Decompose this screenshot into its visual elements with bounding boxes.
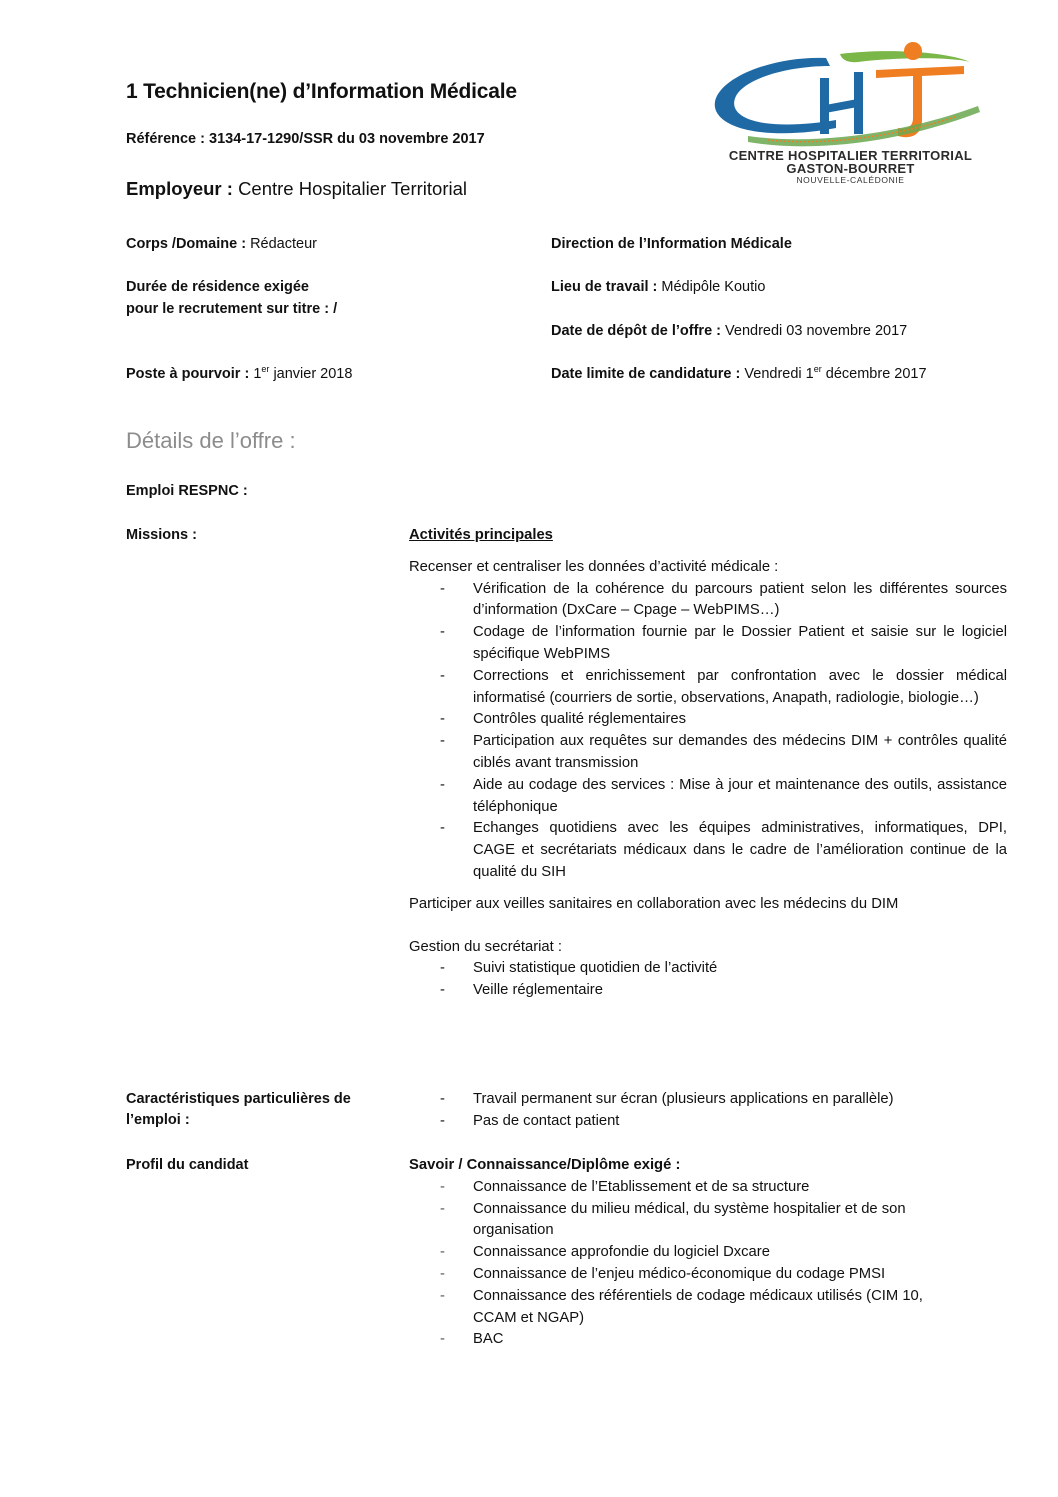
list-item <box>409 579 1007 623</box>
date-limite <box>551 363 927 385</box>
dash-mark: - <box>440 982 445 999</box>
list-item <box>409 709 1007 731</box>
dash-mark: - <box>440 711 445 728</box>
list-item-text: Vérification de la cohérence du parcours patient selon les différentes sources d’information (DxCare – Cpage – WebPIMS…) <box>473 580 1007 619</box>
employer <box>126 178 467 200</box>
list-item <box>409 666 1007 710</box>
page-title: 1 Technicien(ne) d’Information Médicale <box>126 80 517 103</box>
list-item-text: Connaissance de l’enjeu médico-économique du codage PMSI <box>473 1265 886 1282</box>
list-item <box>409 775 1007 819</box>
list-item <box>409 818 1007 883</box>
direction: Direction de l’Information Médicale <box>551 236 792 252</box>
list-item-text: Contrôles qualité réglementaires <box>473 711 687 728</box>
duree-line2: pour le recrutement sur titre : / <box>126 301 338 317</box>
gestion-intro: Gestion du secrétariat : <box>409 938 562 955</box>
list-item-text: Connaissance du milieu médical, du système hospitalier et de son organisation <box>473 1200 906 1239</box>
missions-heading: Activités principales <box>409 527 553 543</box>
list-item-text: Connaissance des référentiels de codage médicaux utilisés (CIM 10, CCAM et NGAP) <box>473 1287 923 1326</box>
list-item <box>409 1089 1007 1111</box>
list-item <box>409 980 1007 1002</box>
list-item-text: Connaissance de l’Etablissement et de sa structure <box>473 1178 810 1195</box>
dash-mark: - <box>440 1265 445 1282</box>
dash-mark: - <box>440 1200 445 1217</box>
dash-mark: - <box>440 733 445 750</box>
dash-mark: - <box>440 820 445 837</box>
employer-value: Centre Hospitalier Territorial <box>238 178 467 199</box>
list-item-text: Travail permanent sur écran (plusieurs applications en parallèle) <box>473 1091 894 1107</box>
dash-mark: - <box>440 667 445 684</box>
list-item-text: Echanges quotidiens avec les équipes administratives, informatiques, DPI, CAGE et secrétariats médicaux dans le cadre de l’amélioration continue de la qualité du SIH <box>473 820 1007 880</box>
lieu-label: Lieu de travail : <box>551 279 658 295</box>
date-depot <box>551 320 907 342</box>
corps-value: Rédacteur <box>250 236 317 252</box>
list-item-text: Connaissance approfondie du logiciel Dxcare <box>473 1244 770 1261</box>
dash-mark: - <box>440 624 445 641</box>
dash-mark: - <box>440 1244 445 1261</box>
list-item <box>409 731 1007 775</box>
depot-value: Vendredi 03 novembre 2017 <box>725 323 908 339</box>
emploi-respnc: Emploi RESPNC : <box>126 483 248 499</box>
lieu-value: Médipôle Koutio <box>661 279 766 295</box>
profil-list <box>409 1177 1007 1351</box>
list-item <box>409 1286 967 1330</box>
caracteristiques-label-line2: l’emploi : <box>126 1112 190 1128</box>
list-item-text: Corrections et enrichissement par confrontation avec le dossier médical informatisé (courriers de sortie, observations, Anapath, radiologie, biologie…) <box>473 667 1007 706</box>
lieu-travail <box>551 276 765 298</box>
profil-heading: Savoir / Connaissance/Diplôme exigé : <box>409 1157 681 1173</box>
caracteristiques-label <box>126 1089 351 1131</box>
list-item-text: BAC <box>473 1331 504 1348</box>
veilles-text: Participer aux veilles sanitaires en collaboration avec les médecins du DIM <box>409 895 899 912</box>
list-item <box>409 1329 967 1351</box>
poste-label: Poste à pourvoir : <box>126 366 250 382</box>
list-item-text: Suivi statistique quotidien de l’activité <box>473 960 718 977</box>
profil-content <box>409 1155 1007 1351</box>
limite-label: Date limite de candidature : <box>551 366 741 382</box>
limite-sup: er <box>813 364 822 375</box>
list-item-text: Codage de l’information fournie par le Dossier Patient et saisie sur le logiciel spécifique WebPIMS <box>473 624 1007 662</box>
list-item-text: Participation aux requêtes sur demandes des médecins DIM + contrôles qualité ciblés avant transmission <box>473 733 1007 771</box>
dash-mark: - <box>440 1112 445 1129</box>
employer-label: Employeur : <box>126 178 233 199</box>
limite-prefix: Vendredi 1 <box>744 366 814 382</box>
list-item <box>409 622 1007 666</box>
list-item-text: Pas de contact patient <box>473 1112 620 1129</box>
caracteristiques-list <box>409 1089 1007 1133</box>
poste-num: 1 <box>253 366 262 382</box>
dash-mark: - <box>440 1091 445 1107</box>
logo-line1: CENTRE HOSPITALIER TERRITORIAL <box>728 148 973 163</box>
dash-mark: - <box>440 1178 445 1195</box>
limite-rest: décembre 2017 <box>825 366 927 382</box>
depot-label: Date de dépôt de l’offre : <box>551 323 721 339</box>
list-item <box>409 1242 967 1264</box>
list-item <box>409 958 1007 980</box>
corps-domaine <box>126 233 317 255</box>
caracteristiques-label-line1: Caractéristiques particulières de <box>126 1091 351 1107</box>
missions-list <box>409 579 1007 884</box>
dash-mark: - <box>440 960 445 977</box>
dash-mark: - <box>440 1331 445 1348</box>
corps-label: Corps /Domaine : <box>126 236 247 252</box>
dash-mark: - <box>440 580 445 597</box>
poste-pourvoir <box>126 363 352 385</box>
list-item <box>409 1199 967 1243</box>
dash-mark: - <box>440 776 445 793</box>
reference: Référence : 3134-17-1290/SSR du 03 novembre 2017 <box>126 131 485 147</box>
list-item-text: Aide au codage des services : Mise à jour et maintenance des outils, assistance téléphonique <box>473 776 1007 815</box>
profil-label: Profil du candidat <box>126 1157 249 1173</box>
caracteristiques-content <box>409 1089 1007 1133</box>
missions-label: Missions : <box>126 527 197 543</box>
logo-line3: NOUVELLE-CALÉDONIE <box>796 175 905 185</box>
logo-line2: GASTON-BOURRET <box>786 161 915 176</box>
list-item-text: Veille réglementaire <box>473 982 603 999</box>
details-title: Détails de l’offre : <box>126 428 296 453</box>
missions-intro: Recenser et centraliser les données d’activité médicale : <box>409 558 779 575</box>
list-item <box>409 1177 967 1199</box>
poste-sup: er <box>261 364 270 375</box>
missions-content <box>409 525 1007 1002</box>
list-item <box>409 1111 1007 1133</box>
duree-line1: Durée de résidence exigée <box>126 279 309 295</box>
list-item <box>409 1264 967 1286</box>
gestion-list <box>409 958 1007 1002</box>
poste-rest: janvier 2018 <box>273 366 353 382</box>
dash-mark: - <box>440 1287 445 1304</box>
